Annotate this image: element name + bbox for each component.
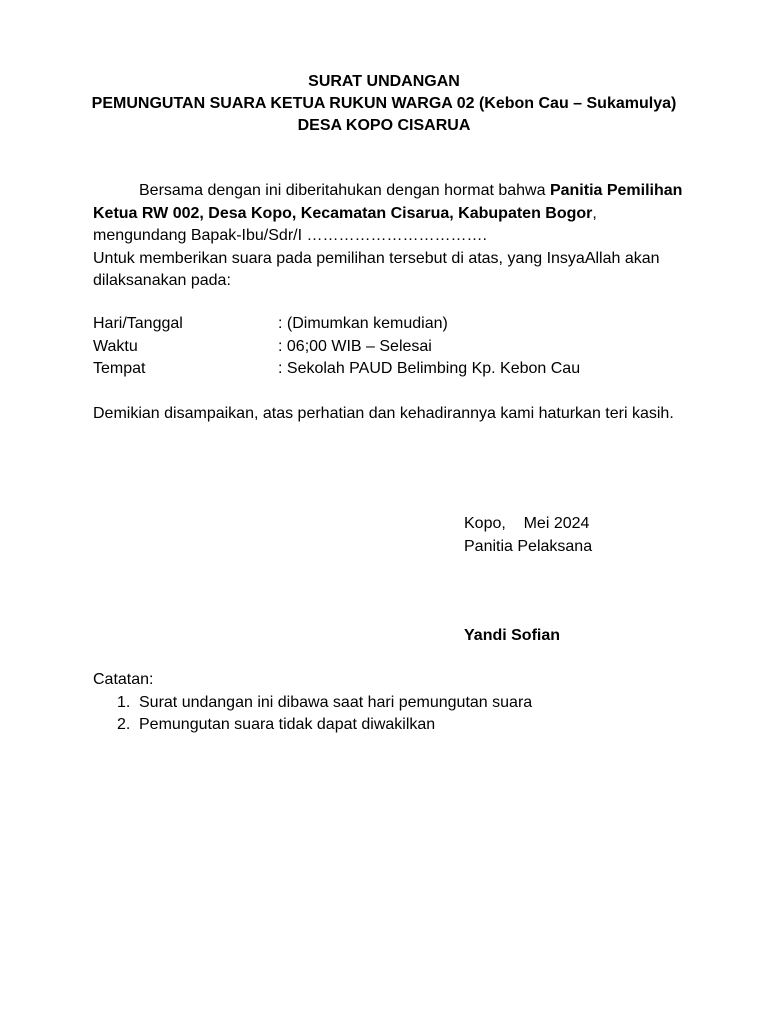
notes-section bbox=[93, 669, 532, 737]
closing-paragraph: Demikian disampaikan, atas perhatian dan kehadirannya kami haturkan teri kasih. bbox=[93, 405, 674, 422]
detail-value: : 06;00 WIB – Selesai bbox=[278, 337, 432, 355]
detail-label: Tempat bbox=[93, 360, 146, 377]
place-date: Kopo, Mei 2024 bbox=[464, 515, 590, 532]
detail-row-place bbox=[93, 358, 580, 381]
detail-row-time bbox=[93, 336, 580, 359]
signer-name: Yandi Sofian bbox=[464, 627, 561, 644]
list-number: 1. bbox=[117, 693, 131, 711]
notes-heading: Catatan: bbox=[93, 671, 154, 688]
letter-title bbox=[0, 71, 768, 137]
intro-text-2: , mengundang Bapak-Ibu/Sdr/I ……………………………. bbox=[93, 204, 597, 244]
title-line-3: DESA KOPO CISARUA bbox=[297, 117, 471, 134]
list-item bbox=[93, 692, 532, 715]
intro-paragraph bbox=[93, 180, 683, 293]
committee-name: Panitia Pemilihan Ketua RW 002, Desa Kopo, Kecamatan Cisarua, Kabupaten Bogor bbox=[93, 182, 683, 222]
list-text: Pemungutan suara tidak dapat diwakilkan bbox=[139, 716, 436, 733]
title-line-2: PEMUNGUTAN SUARA KETUA RUKUN WARGA 02 (Kebon Cau – Sukamulya) bbox=[91, 95, 677, 112]
detail-row-date bbox=[93, 313, 580, 336]
detail-label: Hari/Tanggal bbox=[93, 315, 183, 332]
signature-block bbox=[464, 513, 592, 558]
list-number: 2. bbox=[117, 716, 131, 733]
title-line-1: SURAT UNDANGAN bbox=[308, 73, 460, 90]
list-item bbox=[93, 714, 532, 737]
detail-value: : Sekolah PAUD Belimbing Kp. Kebon Cau bbox=[278, 360, 581, 377]
detail-label: Waktu bbox=[93, 337, 138, 355]
event-details bbox=[93, 313, 580, 381]
intro-text-1: Bersama dengan ini diberitahukan dengan hormat bahwa bbox=[139, 182, 550, 199]
list-text: Surat undangan ini dibawa saat hari pemungutan suara bbox=[139, 693, 533, 711]
detail-value: : (Dimumkan kemudian) bbox=[278, 315, 448, 332]
intro-text-3: Untuk memberikan suara pada pemilihan tersebut di atas, yang InsyaAllah akan dilaksanakan pada: bbox=[93, 249, 660, 289]
committee-label: Panitia Pelaksana bbox=[464, 537, 593, 555]
